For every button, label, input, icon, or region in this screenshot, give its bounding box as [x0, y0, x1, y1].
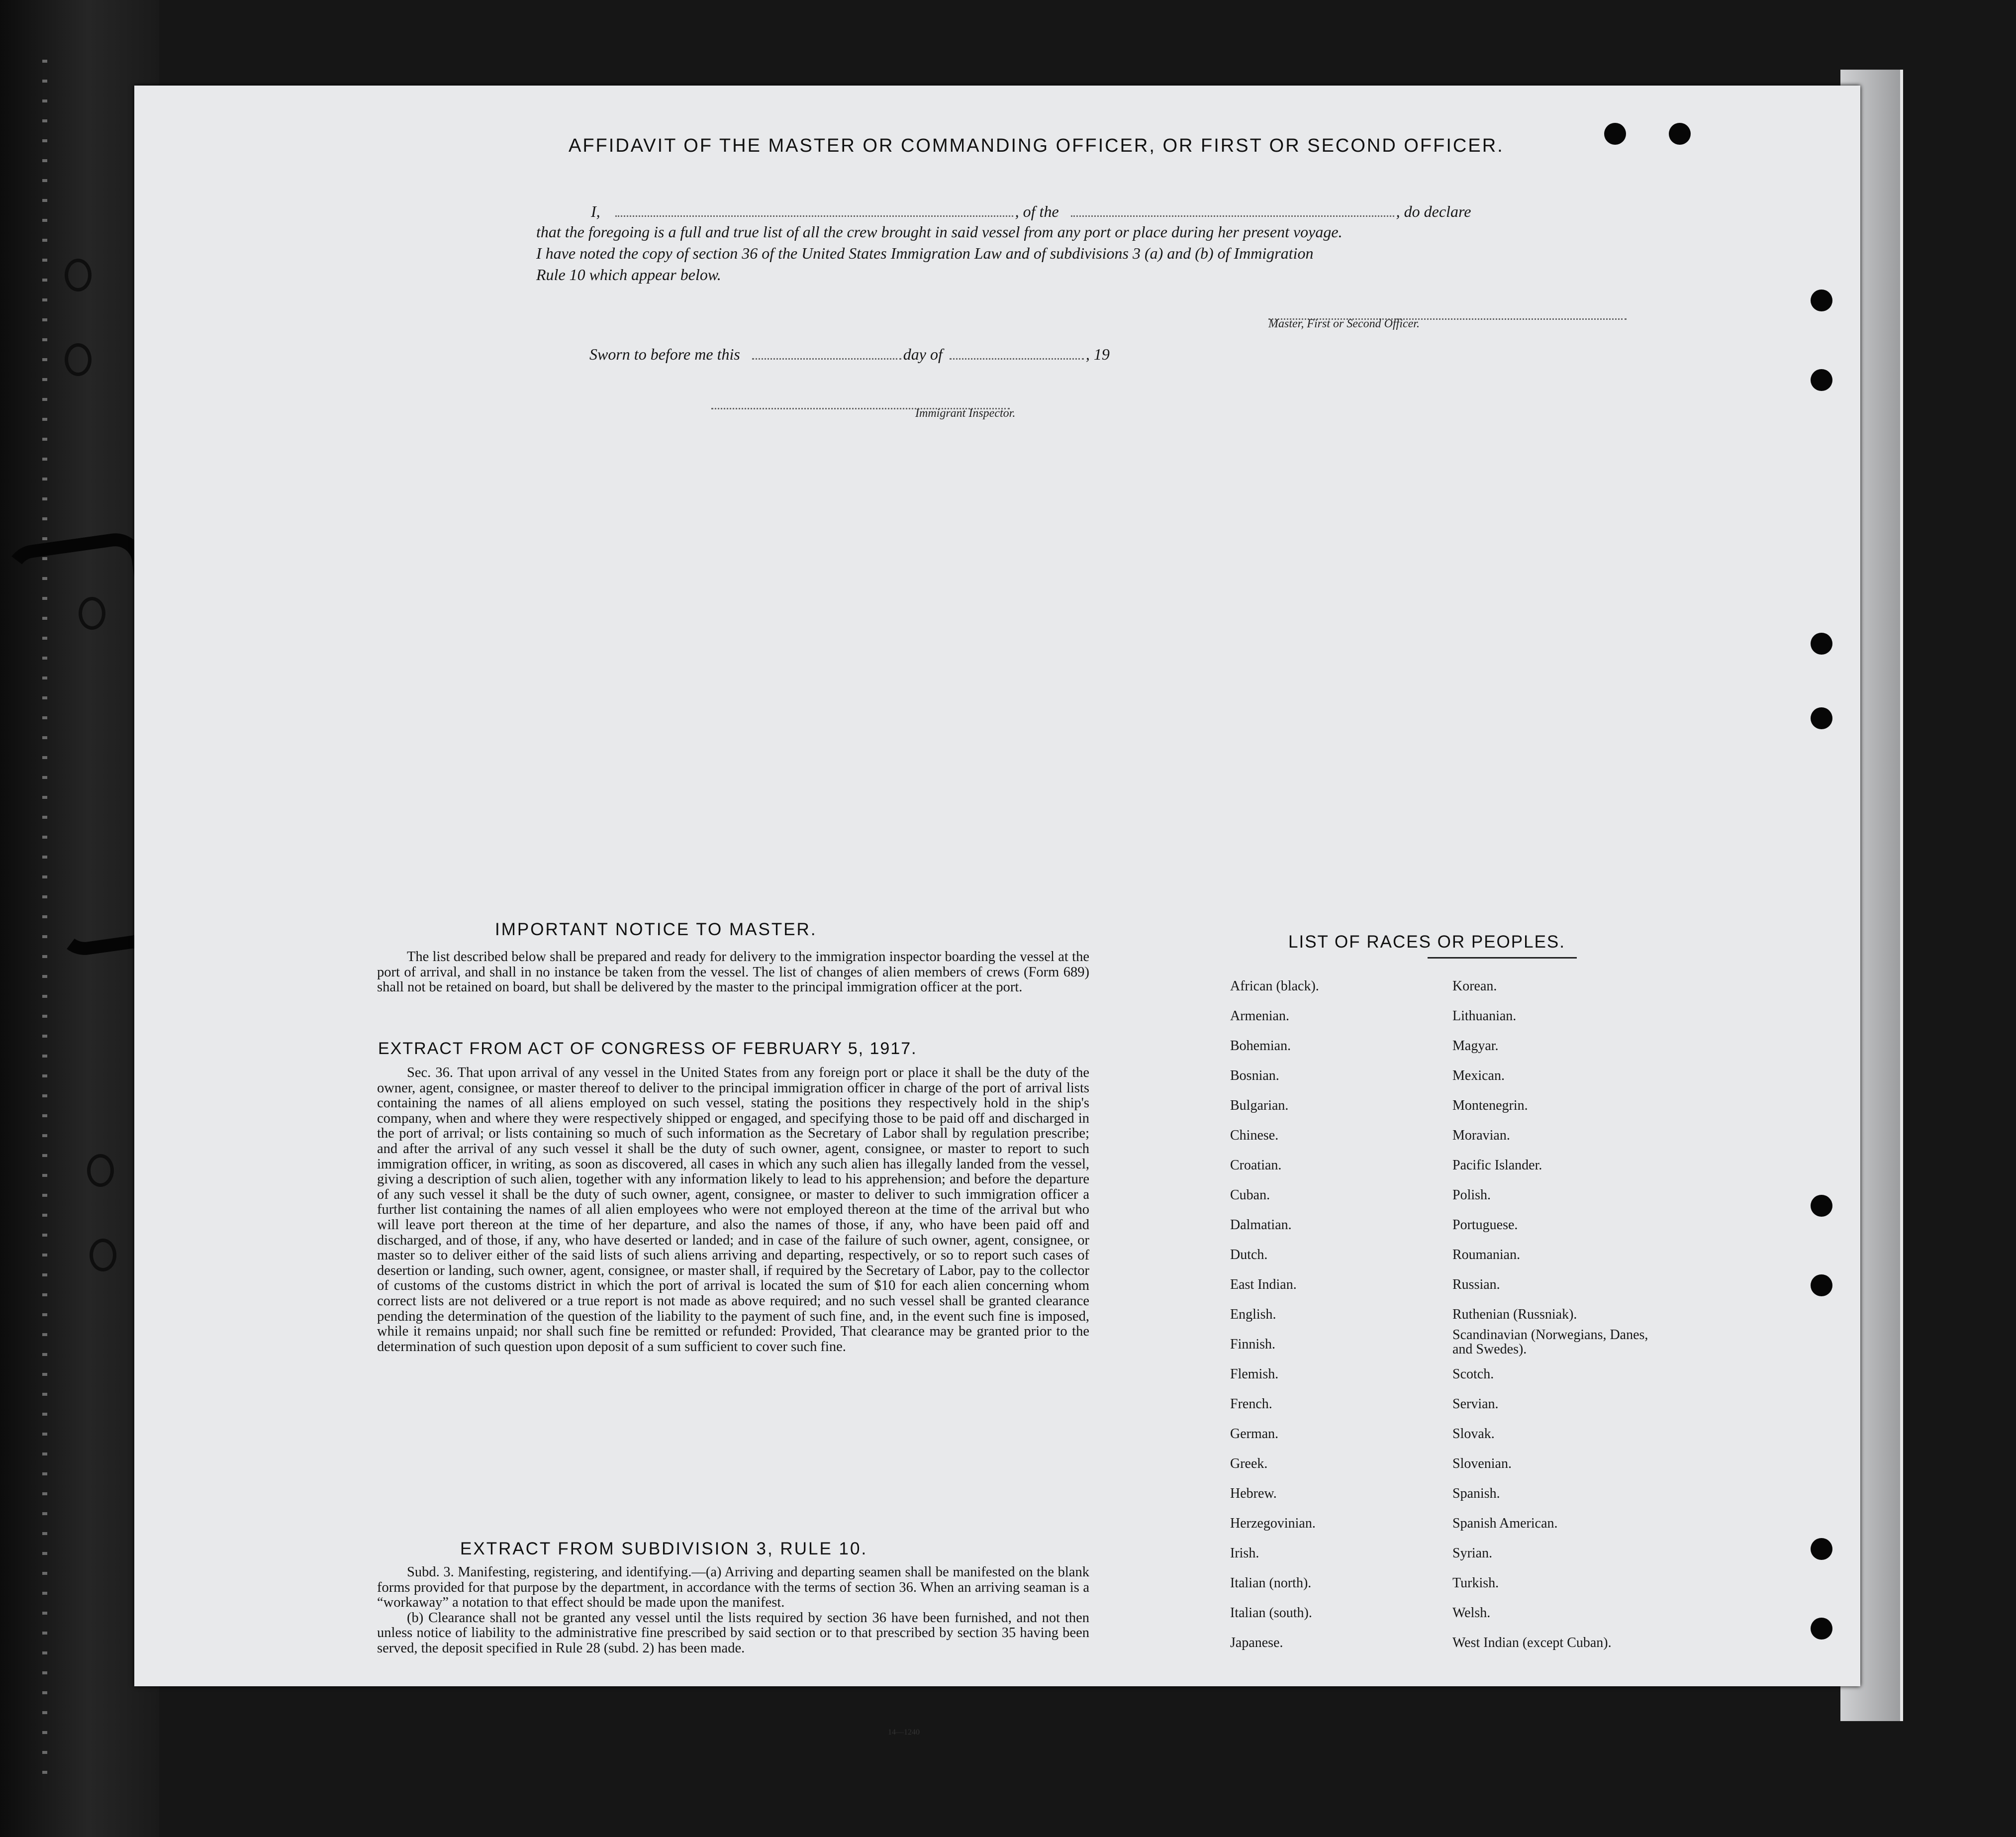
race-item: Slovenian. [1452, 1456, 1512, 1471]
race-item: Servian. [1452, 1396, 1499, 1412]
extract-rule-body [377, 1565, 1089, 1656]
race-item: Flemish. [1230, 1366, 1279, 1382]
binder-ring-5 [90, 1239, 116, 1271]
race-item: Moravian. [1452, 1128, 1510, 1143]
race-item: French. [1230, 1396, 1272, 1412]
sworn-line [589, 344, 1110, 364]
race-item: Armenian. [1230, 1008, 1289, 1024]
race-item: Ruthenian (Russniak). [1452, 1307, 1577, 1322]
sec-36-paragraph: Sec. 36. That upon arrival of any vessel in the United States from any foreign port or place it shall be the duty of the owner, agent, consignee, or master thereof to deliver to the principal immigration officer in charge of the port of arrival lists containing the names of all aliens employed on such vessel, stating the positions they respectively hold in the ship's company, when and where they were respectively shipped or engaged, and specifying those to be paid off and discharged in the port of arrival; or lists containing so much of such information as the Secretary of Labor shall by regulation prescribe; and after the arrival of any such vessel it shall be the duty of such owner, agent, consignee, or master to report to such immigration officer, in writing, as soon as discovered, all cases in which any such alien has illegally landed from the vessel, giving a description of such alien, together with any information likely to lead to his apprehension; and before the departure of any such vessel it shall be the duty of such owner, agent, consignee, or master to deliver to such immigration officer a further list containing the names of all alien employees who were not employed thereon at the time of the arrival but who will leave port thereon at the time of her departure, and also the names of those, if any, who have been paid off and discharged, and of those, if any, who have deserted or landed; and in case of the failure of such owner, agent, consignee, or master so to deliver either of the said lists of such aliens arriving and departing, respectively, or so to report such cases of desertion or landing, such owner, agent, consignee, or master shall, if required by the Secretary of Labor, pay to the collector of customs of the customs district in which the port of arrival is located the sum of $10 for each alien concerning whom correct lists are not delivered or a true report is not made as above required; and no such vessel shall be granted clearance pending the determination of the question of the liability to the payment of such fine, and, in the event such fine is imposed, while it remains unpaid; nor shall such fine be remitted or refunded: Provided, That clearance may be granted prior to the determination of such question upon deposit of a sum sufficient to cover such fine. [377, 1065, 1089, 1354]
race-item: Scandinavian (Norwegians, Danes, and Swedes). [1452, 1327, 1648, 1357]
punch-hole-2 [1669, 123, 1691, 145]
race-item: Russian. [1452, 1277, 1500, 1292]
extract-act-title: EXTRACT FROM ACT OF CONGRESS OF FEBRUARY 5, 1917. [378, 1039, 917, 1058]
race-item: Italian (north). [1230, 1575, 1312, 1591]
race-item: German. [1230, 1426, 1279, 1442]
punch-hole-7 [1811, 1195, 1832, 1217]
race-item: Scotch. [1452, 1366, 1494, 1382]
punch-hole-3 [1811, 290, 1832, 311]
race-item: Croatian. [1230, 1158, 1282, 1173]
race-item: Korean. [1452, 978, 1497, 994]
affidavit-line-4: Rule 10 which appear below. [536, 266, 721, 284]
binder-ring-2 [65, 343, 92, 376]
race-item: Mexican. [1452, 1068, 1505, 1083]
race-item: Roumanian. [1452, 1247, 1521, 1262]
punch-hole-6 [1811, 707, 1832, 729]
race-item: English. [1230, 1307, 1276, 1322]
race-item: Greek. [1230, 1456, 1268, 1471]
sworn-month-blank[interactable] [950, 344, 1084, 360]
race-item: Portuguese. [1452, 1217, 1518, 1233]
races-title-underline [1428, 957, 1577, 959]
punch-hole-10 [1811, 1618, 1832, 1640]
race-item: Hebrew. [1230, 1486, 1277, 1501]
race-item: Polish. [1452, 1187, 1491, 1203]
sworn-day-blank[interactable] [752, 344, 901, 360]
races-title: LIST OF RACES OR PEOPLES. [1288, 932, 1566, 952]
race-item: Irish. [1230, 1546, 1259, 1561]
notice-body [377, 950, 1089, 995]
race-item: Turkish. [1452, 1575, 1499, 1591]
ledger-rule [42, 60, 47, 1791]
race-item: Finnish. [1230, 1337, 1276, 1352]
race-item: Spanish. [1452, 1486, 1500, 1501]
race-item: Bosnian. [1230, 1068, 1279, 1083]
name-blank[interactable] [615, 201, 1013, 217]
race-item: Bulgarian. [1230, 1098, 1289, 1113]
affidavit-line-2: that the foregoing is a full and true list of all the crew brought in said vessel from any port or place during her present voyage. [536, 223, 1343, 241]
affidavit-title: AFFIDAVIT OF THE MASTER OR COMMANDING OFFICER, OR FIRST OR SECOND OFFICER. [569, 135, 1504, 156]
form-number: 14—1240 [888, 1728, 920, 1737]
i-label: I, [591, 202, 600, 220]
race-item: African (black). [1230, 978, 1319, 994]
affidavit-declaration-line [591, 201, 1631, 221]
race-item: Magyar. [1452, 1038, 1499, 1054]
race-item: Chinese. [1230, 1128, 1279, 1143]
race-item: Syrian. [1452, 1546, 1493, 1561]
race-item: Welsh. [1452, 1605, 1491, 1621]
affidavit-line-3: I have noted the copy of section 36 of the United States Immigration Law and of subdivisions 3 (a) and (b) of Immigration [536, 244, 1314, 262]
punch-hole-9 [1811, 1538, 1832, 1560]
race-item: Cuban. [1230, 1187, 1270, 1203]
race-item: Dalmatian. [1230, 1217, 1292, 1233]
extract-rule-title: EXTRACT FROM SUBDIVISION 3, RULE 10. [460, 1539, 868, 1558]
subd-3-paragraph-a: Subd. 3. Manifesting, registering, and identifying.—(a) Arriving and departing seamen shall be manifested on the blank forms provided for that purpose by the department, in accordance with the terms of section 36. When an arriving seaman is a “workaway” a notation to that effect should be made upon the manifest. [377, 1564, 1089, 1611]
race-item: Bohemian. [1230, 1038, 1291, 1054]
notice-paragraph: The list described below shall be prepared and ready for delivery to the immigration inspector boarding the vessel at the port of arrival, and shall in no instance be taken from the vessel. The list of changes of alien members of crews (Form 689) shall not be retained on board, but shall be delivered by the master to the principal immigration officer at the port. [377, 949, 1089, 995]
binder-ring-3 [79, 597, 105, 630]
race-item: West Indian (except Cuban). [1452, 1635, 1612, 1650]
race-item: Montenegrin. [1452, 1098, 1528, 1113]
subd-3-paragraph-b: (b) Clearance shall not be granted any vessel until the lists required by section 36 have been furnished, and not then unless notice of liability to the administrative fine prescribed by said section or to that prescribed by section 35 having been served, the deposit specified in Rule 28 (subd. 2) has been made. [377, 1610, 1089, 1656]
punch-hole-1 [1604, 123, 1626, 145]
race-item: Herzegovinian. [1230, 1516, 1316, 1531]
binder-ring-1 [65, 259, 92, 291]
race-item: Slovak. [1452, 1426, 1495, 1442]
punch-hole-8 [1811, 1274, 1832, 1296]
of-the-label: , of the [1015, 202, 1059, 220]
year-label: , 19 [1085, 345, 1110, 363]
race-item: Italian (south). [1230, 1605, 1312, 1621]
notice-title: IMPORTANT NOTICE TO MASTER. [495, 920, 817, 939]
binder-ring-4 [87, 1154, 114, 1187]
race-item: Dutch. [1230, 1247, 1268, 1262]
race-item: East Indian. [1230, 1277, 1297, 1292]
race-item: Lithuanian. [1452, 1008, 1517, 1024]
race-item: Japanese. [1230, 1635, 1283, 1650]
punch-hole-4 [1811, 369, 1832, 391]
race-item: Spanish American. [1452, 1516, 1558, 1531]
sworn-label: Sworn to before me this [589, 345, 740, 363]
race-item: Pacific Islander. [1452, 1158, 1542, 1173]
inspector-label: Immigrant Inspector. [915, 407, 1016, 420]
manifest-page [134, 86, 1860, 1737]
punch-hole-5 [1811, 633, 1832, 655]
day-of-label: day of [903, 345, 943, 363]
master-label: Master, First or Second Officer. [1268, 317, 1420, 330]
vessel-blank[interactable] [1071, 201, 1394, 217]
do-declare-label: , do declare [1396, 202, 1471, 220]
extract-act-body [377, 1065, 1089, 1354]
